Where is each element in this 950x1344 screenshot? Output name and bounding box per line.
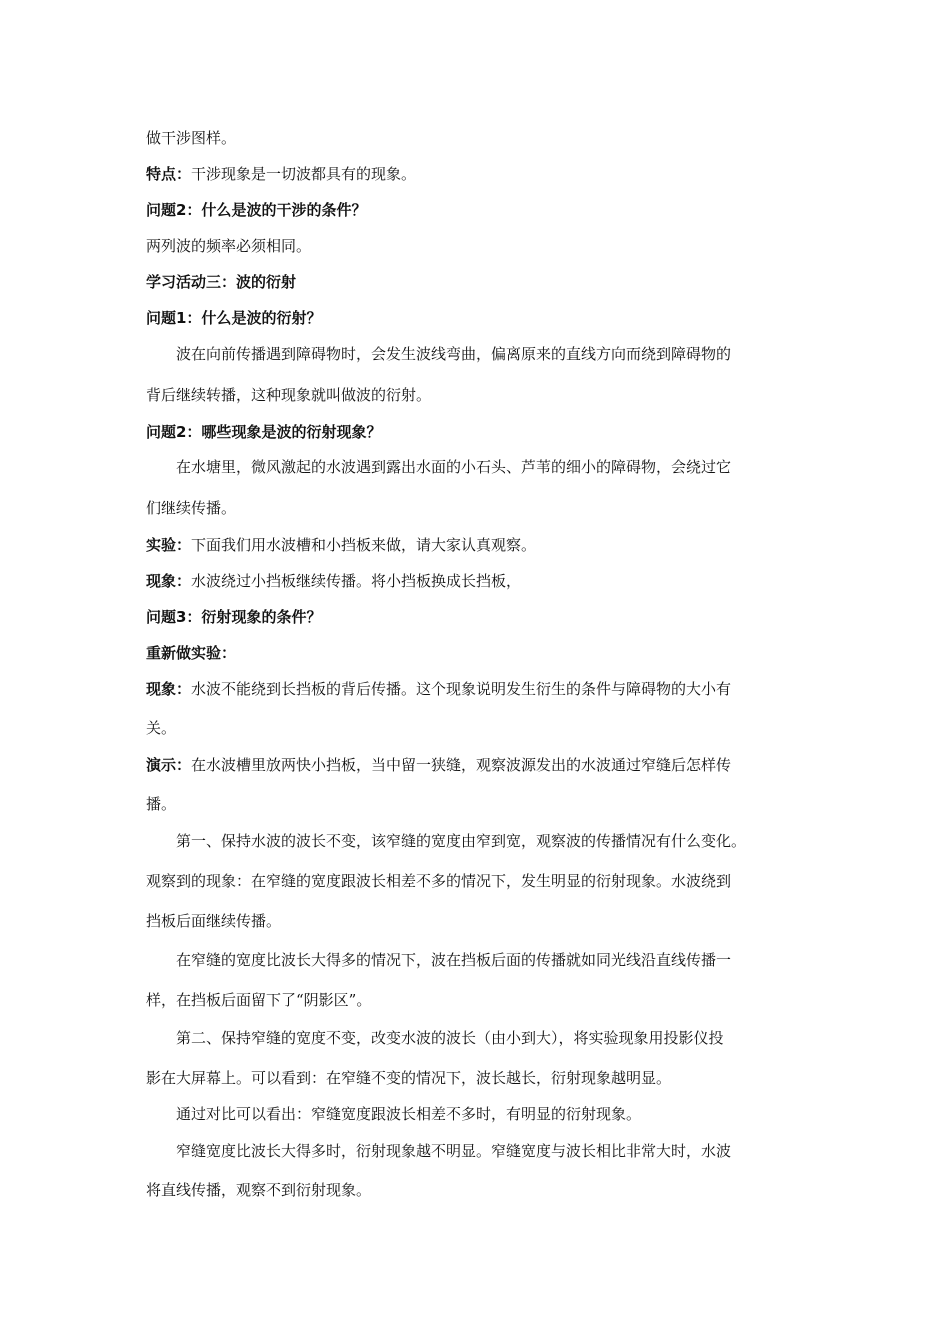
body-line: 两列波的频率必须相同。 [146,237,312,255]
section-heading: 重新做实验： [146,644,237,662]
body-line [146,755,731,775]
body-line: 将直线传播，观察不到衍射现象。 [146,1181,372,1199]
body-line: 观察到的现象：在窄缝的宽度跟波长相差不多的情况下，发生明显的衍射现象。水波绕到 [146,872,732,890]
question-heading: 问题1：什么是波的衍射？ [146,309,322,327]
body-line: 做干涉图样。 [146,129,237,147]
inline-label: 演示： [146,756,192,774]
line-text: 下面我们用水波槽和小挡板来做，请大家认真观察。 [191,536,537,554]
line-text: 水波绕过小挡板继续传播。将小挡板换成长挡板， [191,572,522,590]
body-line: 在窄缝的宽度比波长大得多的情况下，波在挡板后面的传播就如同光线沿直线传播一 [176,951,732,969]
body-line [146,571,521,591]
body-line: 窄缝宽度比波长大得多时，衍射现象越不明显。窄缝宽度与波长相比非常大时，水波 [176,1142,732,1160]
body-line: 影在大屏幕上。可以看到：在窄缝不变的情况下，波长越长，衍射现象越明显。 [146,1069,672,1087]
inline-label: 现象： [146,572,192,590]
inline-label: 现象： [146,680,192,698]
body-line: 背后继续转播，这种现象就叫做波的衍射。 [146,386,432,404]
body-line [146,679,731,699]
body-line: 关。 [146,719,177,737]
inline-label: 实验： [146,536,192,554]
body-line: 第一、保持水波的波长不变，该窄缝的宽度由窄到宽，观察波的传播情况有什么变化。 [176,832,747,850]
body-line: 播。 [146,795,177,813]
line-text: 干涉现象是一切波都具有的现象。 [191,165,417,183]
inline-label: 特点： [146,165,192,183]
question-heading: 问题3：衍射现象的条件？ [146,608,322,626]
section-heading: 学习活动三：波的衍射 [146,273,297,291]
body-line: 波在向前传播遇到障碍物时，会发生波线弯曲，偏离原来的直线方向而绕到障碍物的 [176,345,732,363]
body-line [146,164,416,184]
body-line: 样，在挡板后面留下了“阴影区”。 [146,991,372,1009]
body-line: 们继续传播。 [146,499,237,517]
question-heading: 问题2：什么是波的干涉的条件？ [146,201,367,219]
line-text: 水波不能绕到长挡板的背后传播。这个现象说明发生衍生的条件与障碍物的大小有 [191,680,732,698]
body-line: 第二、保持窄缝的宽度不变，改变水波的波长（由小到大），将实验现象用投影仪投 [176,1029,724,1047]
line-text: 在水波槽里放两快小挡板，当中留一狭缝，观察波源发出的水波通过窄缝后怎样传 [191,756,732,774]
body-line [146,535,536,555]
body-line: 在水塘里，微风激起的水波遇到露出水面的小石头、芦苇的细小的障碍物，会绕过它 [176,458,732,476]
body-line: 挡板后面继续传播。 [146,912,282,930]
question-heading: 问题2：哪些现象是波的衍射现象？ [146,423,382,441]
body-line: 通过对比可以看出：窄缝宽度跟波长相差不多时，有明显的衍射现象。 [176,1105,642,1123]
